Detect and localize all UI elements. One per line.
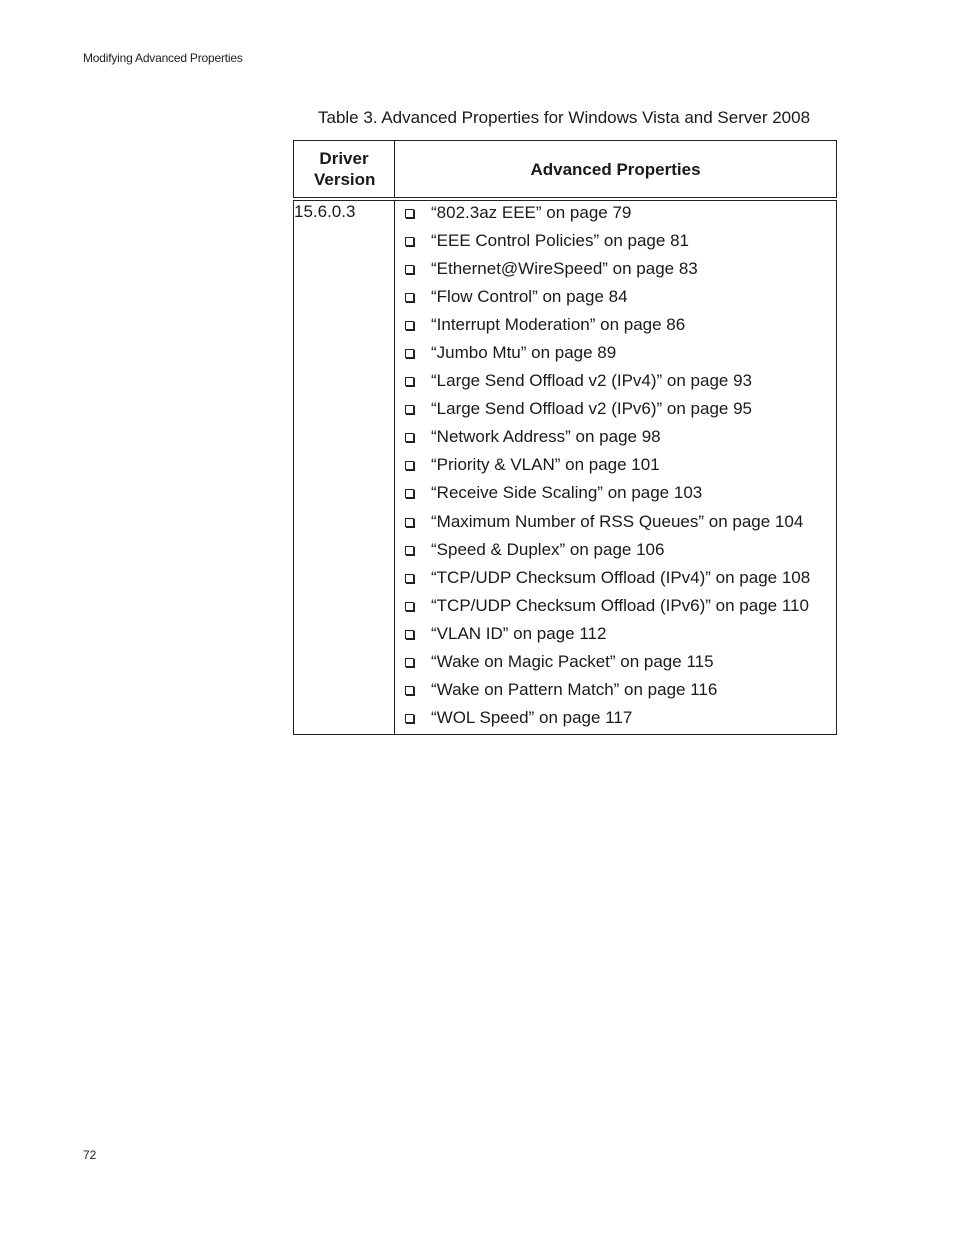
property-reference-text: “TCP/UDP Checksum Offload (IPv6)” on page 110 — [431, 595, 809, 615]
list-item — [395, 369, 836, 397]
property-reference-text: “Large Send Offload v2 (IPv4)” on page 93 — [431, 371, 752, 391]
list-item — [395, 453, 836, 481]
checkbox-bullet-icon — [405, 461, 414, 470]
property-reference-text: “VLAN ID” on page 112 — [431, 623, 607, 643]
property-reference-text: “Large Send Offload v2 (IPv6)” on page 95 — [431, 399, 752, 419]
property-reference-text: “Receive Side Scaling” on page 103 — [431, 483, 703, 503]
list-item — [395, 706, 836, 734]
property-reference-text: “Speed & Duplex” on page 106 — [431, 539, 665, 559]
column-header-driver-version-text: Driver Version — [314, 149, 376, 189]
checkbox-bullet-icon — [405, 321, 414, 330]
checkbox-bullet-icon — [405, 293, 414, 302]
driver-version-cell: 15.6.0.3 — [294, 199, 395, 734]
property-reference-text: “Wake on Pattern Match” on page 116 — [431, 679, 718, 699]
property-reference-text: “Wake on Magic Packet” on page 115 — [431, 651, 714, 671]
list-item — [395, 229, 836, 257]
checkbox-bullet-icon — [405, 686, 414, 695]
property-reference-text: “Priority & VLAN” on page 101 — [431, 455, 660, 475]
property-reference-text: “Jumbo Mtu” on page 89 — [431, 343, 617, 363]
checkbox-bullet-icon — [405, 433, 414, 442]
list-item — [395, 538, 836, 566]
list-item — [395, 313, 836, 341]
checkbox-bullet-icon — [405, 265, 414, 274]
property-reference-text: “Network Address” on page 98 — [431, 427, 661, 447]
list-item — [395, 397, 836, 425]
list-item — [395, 622, 836, 650]
property-reference-text: “Interrupt Moderation” on page 86 — [431, 315, 686, 335]
property-reference-text: “WOL Speed” on page 117 — [431, 707, 633, 727]
checkbox-bullet-icon — [405, 377, 414, 386]
advanced-properties-table — [293, 140, 837, 735]
property-reference-text: “Flow Control” on page 84 — [431, 287, 628, 307]
property-reference-text: “Maximum Number of RSS Queues” on page 104 — [431, 511, 804, 531]
list-item — [395, 201, 836, 229]
checkbox-bullet-icon — [405, 658, 414, 667]
list-item — [395, 566, 836, 594]
advanced-properties-cell — [395, 199, 837, 734]
column-header-driver-version — [294, 141, 395, 200]
list-item — [395, 285, 836, 313]
checkbox-bullet-icon — [405, 714, 414, 723]
checkbox-bullet-icon — [405, 630, 414, 639]
list-item — [395, 510, 836, 538]
list-item — [395, 650, 836, 678]
properties-list — [395, 201, 836, 734]
column-header-advanced-properties: Advanced Properties — [395, 141, 837, 200]
list-item — [395, 678, 836, 706]
property-reference-text: “802.3az EEE” on page 79 — [431, 203, 632, 222]
list-item — [395, 257, 836, 285]
checkbox-bullet-icon — [405, 546, 414, 555]
checkbox-bullet-icon — [405, 405, 414, 414]
property-reference-text: “Ethernet@WireSpeed” on page 83 — [431, 259, 698, 279]
checkbox-bullet-icon — [405, 602, 414, 611]
checkbox-bullet-icon — [405, 349, 414, 358]
table-caption: Table 3. Advanced Properties for Windows Vista and Server 2008 — [318, 108, 811, 127]
checkbox-bullet-icon — [405, 489, 414, 498]
list-item — [395, 594, 836, 622]
table-header-row — [294, 141, 837, 200]
property-reference-text: “TCP/UDP Checksum Offload (IPv4)” on page 108 — [431, 567, 811, 587]
list-item — [395, 481, 836, 509]
property-reference-text: “EEE Control Policies” on page 81 — [431, 231, 689, 251]
checkbox-bullet-icon — [405, 209, 414, 218]
checkbox-bullet-icon — [405, 237, 414, 246]
checkbox-bullet-icon — [405, 574, 414, 583]
table-row — [294, 199, 837, 734]
list-item — [395, 425, 836, 453]
list-item — [395, 341, 836, 369]
running-header: Modifying Advanced Properties — [83, 51, 243, 65]
page-number: 72 — [83, 1148, 97, 1162]
checkbox-bullet-icon — [405, 518, 414, 527]
